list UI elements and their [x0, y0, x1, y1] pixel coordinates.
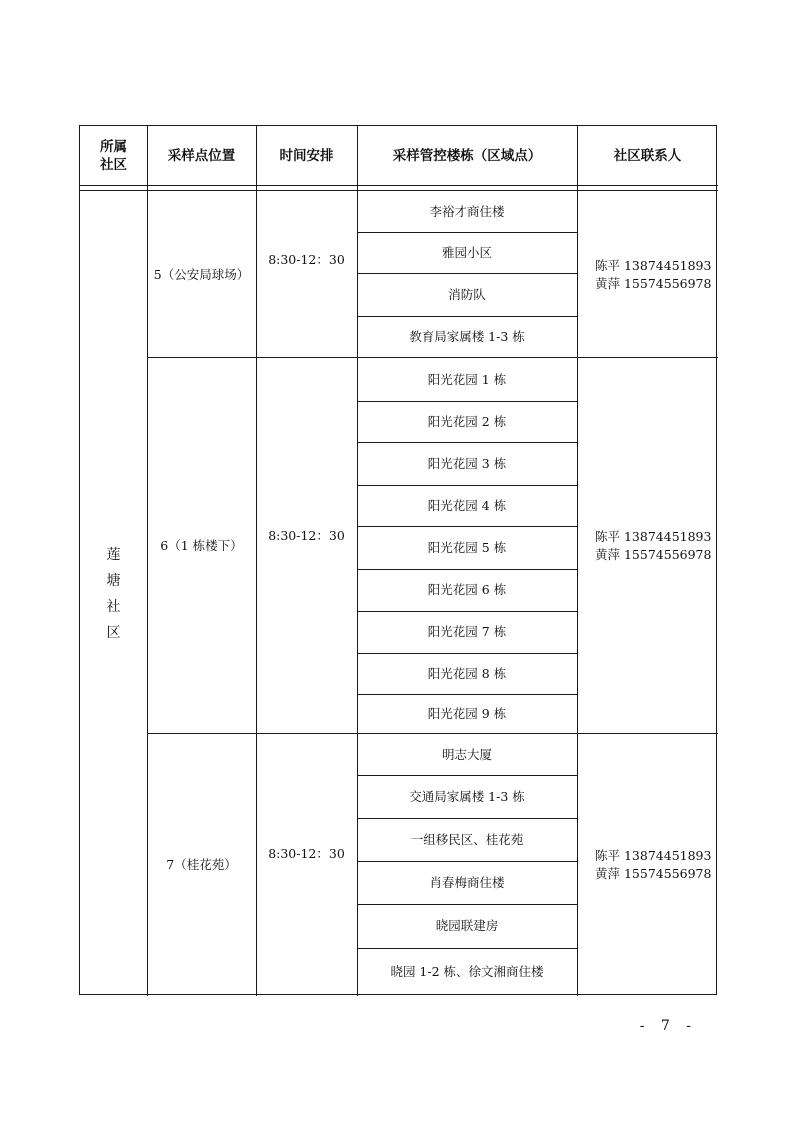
grid-line [256, 126, 257, 996]
grid-line [80, 185, 718, 186]
grid-line [357, 126, 358, 996]
schedule-cell: 8:30-12：30 [268, 251, 345, 267]
community-name-char: 塘 [106, 572, 121, 589]
community-name-cell [80, 191, 147, 996]
building-cell: 阳光花园 6 栋 [427, 582, 507, 597]
building-cell: 晓园联建房 [435, 918, 499, 933]
contact-line: 陈平 13874451893 [595, 848, 712, 863]
grid-line [80, 190, 718, 191]
header-schedule: 时间安排 [279, 147, 334, 164]
sampling-point-cell: 6（1 栋楼下） [160, 538, 243, 553]
contact-line: 陈平 13874451893 [595, 529, 712, 544]
contact-line: 黄萍 15574556978 [595, 275, 712, 291]
community-name-char: 区 [106, 624, 121, 641]
header-controlled-buildings: 采样管控楼栋（区域点） [392, 147, 542, 164]
schedule-cell: 8:30-12：30 [268, 846, 345, 861]
header-sampling-point: 采样点位置 [167, 147, 236, 164]
building-cell: 阳光花园 8 栋 [427, 665, 507, 681]
building-cell: 一组移民区、桂花苑 [410, 831, 524, 847]
grid-line [577, 126, 578, 996]
header-community-line1: 所属 [100, 138, 127, 155]
grid-line [357, 775, 577, 776]
building-cell: 阳光花园 4 栋 [427, 497, 507, 513]
contact-cell [577, 734, 718, 996]
grid-line [357, 485, 577, 486]
contact-line: 黄萍 15574556978 [595, 547, 712, 562]
building-cell: 教育局家属楼 1-3 栋 [409, 329, 525, 344]
building-cell: 晓园 1-2 栋、徐文湘商住楼 [390, 964, 544, 979]
grid-line [357, 653, 577, 654]
grid-line [357, 273, 577, 274]
sampling-point-cell: 7（桂花苑） [166, 857, 237, 872]
grid-line [357, 818, 577, 819]
header-community-line2: 社区 [100, 156, 127, 173]
community-name-char: 莲 [106, 546, 121, 563]
grid-line [357, 611, 577, 612]
building-cell: 阳光花园 9 栋 [427, 706, 507, 721]
grid-line [357, 948, 577, 949]
page-number: - 7 - [639, 1018, 697, 1034]
grid-line [147, 126, 148, 996]
header-community [80, 126, 147, 185]
building-cell: 阳光花园 1 栋 [427, 371, 507, 387]
building-cell: 阳光花园 7 栋 [427, 624, 507, 639]
building-cell: 阳光花园 2 栋 [427, 413, 507, 429]
building-cell: 消防队 [448, 286, 486, 302]
building-cell: 雅园小区 [441, 244, 492, 260]
building-cell: 明志大厦 [441, 746, 492, 762]
grid-line [357, 569, 577, 570]
grid-line [357, 861, 577, 862]
building-cell: 肖春梅商住楼 [429, 874, 505, 890]
grid-line [357, 694, 577, 695]
building-cell: 阳光花园 3 栋 [427, 455, 507, 471]
sampling-point-cell: 5（公安局球场） [153, 266, 250, 282]
grid-line [357, 442, 577, 443]
sampling-schedule-table [79, 125, 717, 995]
community-name-char: 社 [106, 598, 121, 615]
contact-cell [577, 191, 718, 358]
grid-line [357, 526, 577, 527]
building-cell: 交通局家属楼 1-3 栋 [409, 788, 525, 804]
grid-line [147, 357, 718, 358]
header-contact: 社区联系人 [613, 147, 682, 164]
grid-line [357, 316, 577, 317]
building-cell: 阳光花园 5 栋 [427, 539, 507, 555]
contact-line: 黄萍 15574556978 [595, 866, 712, 881]
grid-line [357, 904, 577, 905]
contact-cell [577, 358, 718, 734]
contact-line: 陈平 13874451893 [595, 257, 712, 273]
grid-line [357, 232, 577, 233]
grid-line [147, 733, 718, 734]
schedule-cell: 8:30-12：30 [268, 528, 345, 543]
grid-line [357, 401, 577, 402]
building-cell: 李裕才商住楼 [429, 203, 505, 219]
